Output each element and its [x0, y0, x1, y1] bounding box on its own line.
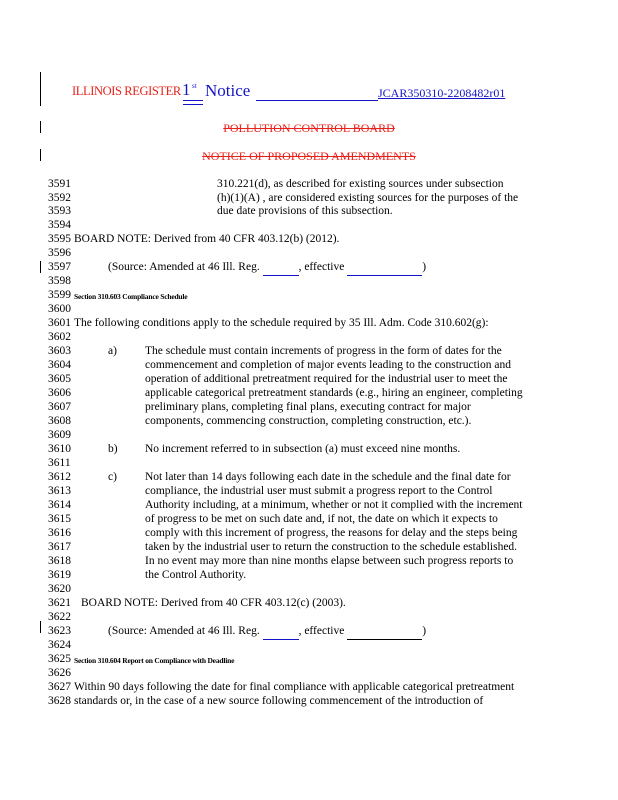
- line-number: 3620: [48, 583, 71, 595]
- header-underline-3: [256, 100, 378, 101]
- line-number: 3624: [48, 639, 71, 651]
- line-text: comply with this increment of progress, the reasons for delay and the steps being: [145, 527, 518, 539]
- line-number: 3625: [48, 653, 71, 665]
- line-number: 3628: [48, 695, 71, 707]
- line-text: Within 90 days following the date for final compliance with applicable categorical pretreatment: [74, 681, 515, 693]
- line-number: 3598: [48, 275, 71, 287]
- effective-text: , effective: [298, 261, 348, 273]
- effective-text: , effective: [298, 625, 348, 637]
- line-text: taken by the industrial user to return the construction to the schedule established.: [145, 541, 518, 553]
- section-heading: Section 310.604 Report on Compliance with Deadline: [74, 656, 235, 665]
- line-text: (h)(1)(A) , are considered existing sources for the purposes of the: [217, 191, 519, 204]
- line-number: 3614: [48, 499, 71, 511]
- line-text: standards or, in the case of a new source following commencement of the introduction of: [74, 695, 484, 707]
- line-number: 3611: [48, 457, 71, 469]
- line-number: 3622: [48, 611, 71, 623]
- reg-blank: [263, 261, 299, 276]
- line-number: 3623: [48, 625, 71, 637]
- line-number: 3597: [48, 261, 71, 273]
- line-text: In no event may more than nine months elapse between such progress reports to: [145, 555, 514, 567]
- source-text: (Source: Amended at 46 Ill. Reg.: [108, 261, 263, 273]
- line-number: 3616: [48, 527, 71, 539]
- header-underline-1: [183, 100, 203, 101]
- line-number: 3594: [48, 219, 71, 231]
- line-number: 3601: [48, 317, 71, 329]
- line-number: 3613: [48, 485, 71, 497]
- board-name: POLLUTION CONTROL BOARD: [223, 121, 395, 135]
- line-number: 3621: [48, 597, 71, 609]
- line-number: 3615: [48, 513, 71, 525]
- notice-type: NOTICE OF PROPOSED AMENDMENTS: [202, 149, 416, 163]
- line-number: 3591: [48, 178, 71, 190]
- line-number: 3593: [48, 205, 71, 217]
- line-text: The schedule must contain increments of progress in the form of dates for the: [145, 345, 502, 357]
- page-number-suffix: st: [192, 82, 197, 90]
- line-number: 3606: [48, 387, 71, 399]
- line-text: the Control Authority.: [145, 569, 247, 581]
- line-number: 3618: [48, 555, 71, 567]
- line-number: 3605: [48, 373, 71, 385]
- line-number: 3592: [48, 191, 71, 204]
- line-text: No increment referred to in subsection (a) must exceed nine months.: [145, 443, 461, 455]
- line-text: 310.221(d), as described for existing sources under subsection: [217, 178, 504, 190]
- reg-blank: [263, 625, 299, 640]
- line-number: 3626: [48, 667, 71, 679]
- line-text: due date provisions of this subsection.: [217, 205, 393, 217]
- line-number: 3612: [48, 471, 71, 483]
- jcar-code: JCAR350310-2208482r01: [378, 86, 506, 100]
- line-text: components, commencing construction, completing construction, etc.).: [145, 415, 472, 427]
- line-text: commencement and completion of major events leading to the construction and: [145, 359, 511, 371]
- line-text: operation of additional pretreatment required for the industrial user to meet the: [145, 373, 508, 385]
- line-text: applicable categorical pretreatment standards (e.g., hiring an engineer, completing: [145, 387, 523, 399]
- line-number: 3600: [48, 303, 71, 315]
- line-number: 3602: [48, 331, 71, 343]
- line-text: The following conditions apply to the schedule required by 35 Ill. Adm. Code 310.602(g):: [74, 317, 489, 329]
- change-bar-header: [40, 72, 41, 106]
- source-note: (Source: Amended at 46 Ill. Reg. , effective ): [108, 261, 426, 276]
- line-number: 3596: [48, 247, 71, 259]
- change-bar-3623: [40, 621, 41, 633]
- source-note: (Source: Amended at 46 Ill. Reg. , effective ): [108, 625, 426, 640]
- line-text: Authority including, at a minimum, whether or not it complied with the increment: [145, 499, 523, 511]
- line-number: 3619: [48, 569, 71, 581]
- effective-blank: [347, 261, 422, 276]
- line-number: 3595: [48, 233, 71, 245]
- register-title: ILLINOIS REGISTER: [72, 84, 181, 98]
- line-number: 3608: [48, 415, 71, 427]
- item-marker: c): [108, 471, 117, 483]
- line-number: 3610: [48, 443, 71, 455]
- item-marker: a): [108, 345, 117, 357]
- item-marker: b): [108, 443, 118, 455]
- header-underline-2: [183, 104, 203, 105]
- section-heading: Section 310.603 Compliance Schedule: [74, 292, 188, 301]
- line-number: 3607: [48, 401, 71, 413]
- board-note: BOARD NOTE: Derived from 40 CFR 403.12(c) (2003).: [81, 597, 346, 609]
- source-text: (Source: Amended at 46 Ill. Reg.: [108, 625, 263, 637]
- line-text: of progress to be met on such date and, if not, the date on which it expects to: [145, 513, 498, 525]
- line-number: 3609: [48, 429, 71, 441]
- line-number: 3617: [48, 541, 71, 553]
- line-number: 3627: [48, 681, 71, 693]
- page-number: 1: [182, 80, 191, 99]
- notice-label: Notice: [205, 81, 251, 100]
- line-number: 3599: [48, 289, 71, 301]
- change-bar-3597: [40, 261, 41, 273]
- effective-blank: [347, 625, 422, 640]
- line-text: Not later than 14 days following each date in the schedule and the final date for: [145, 471, 511, 483]
- board-note: BOARD NOTE: Derived from 40 CFR 403.12(b) (2012).: [74, 233, 340, 245]
- line-text: preliminary plans, completing final plans, executing contract for major: [145, 401, 471, 413]
- line-number: 3604: [48, 359, 71, 371]
- line-text: compliance, the industrial user must submit a progress report to the Control: [145, 485, 493, 497]
- line-number: 3603: [48, 345, 71, 357]
